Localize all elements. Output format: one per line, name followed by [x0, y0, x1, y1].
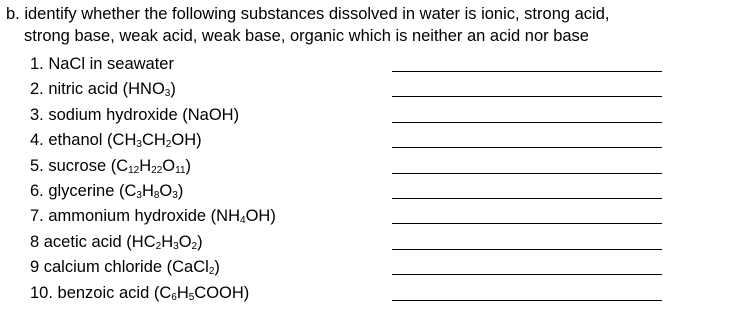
substance-item: [30, 128, 670, 153]
formula-subscript: 11: [175, 164, 186, 176]
formula-subscript: 3: [136, 189, 142, 201]
answer-blank[interactable]: [392, 147, 662, 148]
question-prompt: [6, 3, 609, 47]
substance-label: [30, 182, 183, 200]
formula-text: O: [162, 156, 176, 175]
substance-label: [30, 131, 202, 149]
formula-text: ): [170, 80, 176, 99]
substance-label: [30, 233, 203, 251]
formula-text: OH): [245, 207, 276, 226]
substance-text: 7. ammonium hydroxide (NH: [30, 207, 240, 226]
formula-subscript: 3: [173, 240, 179, 252]
question-line-1: b. identify whether the following substances dissolved in water is ionic, strong acid,: [6, 5, 610, 23]
substance-item: [30, 255, 670, 280]
formula-subscript: 12: [128, 164, 140, 176]
substance-label: [30, 55, 174, 73]
formula-subscript: 2: [208, 266, 215, 278]
substance-item: [30, 179, 670, 204]
substance-text: 8 acetic acid (HC: [30, 232, 156, 251]
formula-subscript: 2: [165, 139, 172, 151]
formula-text: H: [176, 283, 189, 302]
formula-text: CH: [141, 131, 166, 150]
formula-subscript: 8: [153, 189, 160, 201]
formula-text: H: [161, 232, 174, 251]
answer-blank[interactable]: [392, 249, 662, 250]
substance-text: 2. nitric acid (HNO: [30, 80, 165, 99]
answer-blank[interactable]: [392, 173, 662, 174]
formula-subscript: 6: [171, 291, 177, 303]
formula-text: O: [159, 181, 173, 200]
substance-label: [30, 157, 191, 175]
substance-item: [30, 281, 670, 306]
formula-subscript: 2: [191, 240, 198, 252]
formula-text: O: [178, 232, 192, 251]
substance-item: [30, 103, 670, 128]
formula-subscript: 3: [172, 189, 178, 201]
substance-label: [30, 106, 239, 124]
substance-text: 4. ethanol (CH: [30, 131, 137, 150]
formula-subscript: 3: [136, 139, 142, 151]
substance-text: 3. sodium hydroxide (NaOH): [30, 105, 240, 124]
substance-item: [30, 154, 670, 179]
substance-label: [30, 80, 176, 98]
substance-text: 6. glycerine (C: [30, 181, 137, 200]
formula-text: ): [185, 156, 192, 175]
answer-blank[interactable]: [392, 223, 662, 224]
substance-label: [30, 258, 220, 276]
answer-blank[interactable]: [392, 300, 662, 301]
answer-blank[interactable]: [392, 198, 662, 199]
answer-blank[interactable]: [392, 96, 662, 97]
formula-text: ): [197, 232, 203, 251]
substance-item: [30, 230, 670, 255]
substance-list: [30, 52, 670, 306]
formula-subscript: 22: [151, 164, 163, 176]
answer-blank[interactable]: [392, 71, 662, 72]
formula-text: ): [177, 181, 184, 200]
formula-subscript: 3: [164, 88, 171, 100]
substance-text: 10. benzoic acid (C: [30, 283, 172, 302]
formula-subscript: 2: [155, 240, 162, 252]
formula-text: COOH): [194, 283, 250, 302]
formula-text: OH): [171, 131, 202, 150]
formula-text: ): [214, 258, 220, 277]
substance-text: 5. sucrose (C: [30, 156, 129, 175]
substance-label: [30, 284, 249, 302]
answer-blank[interactable]: [392, 122, 662, 123]
substance-text: 9 calcium chloride (CaCl: [30, 258, 209, 277]
substance-item: [30, 52, 670, 77]
substance-label: [30, 207, 276, 225]
answer-blank[interactable]: [392, 274, 662, 275]
formula-subscript: 4: [240, 215, 246, 227]
substance-item: [30, 204, 670, 229]
substance-item: [30, 77, 670, 102]
substance-text: 1. NaCl in seawater: [30, 55, 174, 73]
formula-text: H: [139, 156, 152, 175]
formula-subscript: 5: [188, 291, 195, 303]
formula-text: H: [141, 181, 154, 200]
question-line-2: strong base, weak acid, weak base, organic which is neither an acid nor base: [24, 27, 589, 45]
